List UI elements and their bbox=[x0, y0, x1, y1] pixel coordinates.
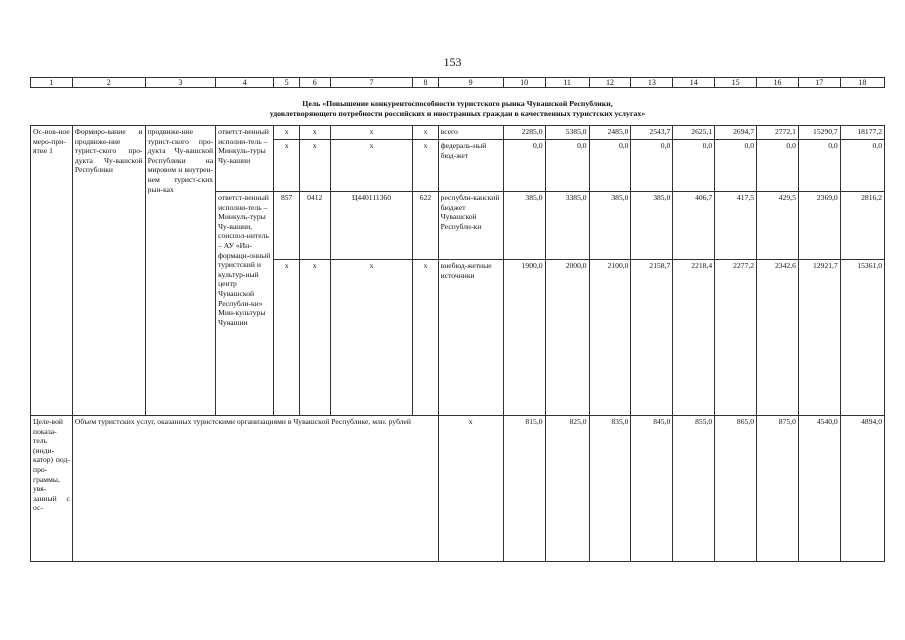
table-cell: 2485,0 bbox=[589, 126, 631, 140]
goal-line-1: Цель «Повышение конкурентоспособности туристского рынка Чувашской Республики, bbox=[302, 99, 613, 108]
table-cell: 417,5 bbox=[715, 192, 757, 260]
table-cell: 875,0 bbox=[757, 416, 799, 562]
column-number: 18 bbox=[840, 78, 884, 88]
table-cell: 0412 bbox=[299, 192, 330, 260]
table-cell: 0,0 bbox=[631, 140, 673, 192]
column-number: 1 bbox=[31, 78, 73, 88]
column-number: 11 bbox=[545, 78, 589, 88]
activity-description: продвиже-ние турист-ского про-дукта Чу-вашской Республики на мировом и внутрен-нем турист-ских рын-ках bbox=[145, 126, 216, 416]
table-cell: 2543,7 bbox=[631, 126, 673, 140]
target-label: Целе-вой показа-тель (инди-катор) под-про-граммы, увя-занный с ос- bbox=[31, 416, 73, 562]
table-cell: x bbox=[299, 126, 330, 140]
column-number-row bbox=[31, 78, 885, 88]
table-cell: 4894,0 bbox=[840, 416, 884, 562]
responsible-executor: ответст-венный исполни-тель – Минкуль-туры Чу-вашии, соиспол-нитель – АУ «Ин-формаци-онный туристский и культур-ный центр Чувашской Республи-ки» Мин-культуры Чувашии bbox=[216, 192, 274, 416]
table-cell: 855,0 bbox=[673, 416, 715, 562]
table-cell: 825,0 bbox=[545, 416, 589, 562]
column-number: 12 bbox=[589, 78, 631, 88]
goal-line-2: удовлетворяющего потребности российских и иностранных граждан в качественных туристских услугах» bbox=[269, 109, 646, 118]
column-number: 17 bbox=[798, 78, 840, 88]
table-cell: x bbox=[413, 140, 438, 192]
table-cell: x bbox=[413, 126, 438, 140]
column-number: 4 bbox=[216, 78, 274, 88]
table-cell: x bbox=[330, 140, 413, 192]
table-cell: 0,0 bbox=[840, 140, 884, 192]
table-cell: 429,5 bbox=[757, 192, 799, 260]
table-cell: 0,0 bbox=[715, 140, 757, 192]
table-cell: 2158,7 bbox=[631, 260, 673, 416]
table-cell: 2342,6 bbox=[757, 260, 799, 416]
column-number: 16 bbox=[757, 78, 799, 88]
table-cell: 406,7 bbox=[673, 192, 715, 260]
table-cell: x bbox=[299, 140, 330, 192]
table-cell: 4540,0 bbox=[798, 416, 840, 562]
goal-heading bbox=[31, 88, 885, 126]
funding-source: внебюд-жетные источники bbox=[438, 260, 503, 416]
column-number: 6 bbox=[299, 78, 330, 88]
responsible-executor: ответст-венный исполни-тель – Минкуль-туры Чу-вашии bbox=[216, 126, 274, 192]
table-row bbox=[31, 126, 885, 140]
table-cell: 5385,0 bbox=[545, 126, 589, 140]
table-cell: 2694,7 bbox=[715, 126, 757, 140]
table-cell: x bbox=[330, 126, 413, 140]
table-cell: x bbox=[274, 126, 299, 140]
table-cell: 0,0 bbox=[798, 140, 840, 192]
table-cell: 12921,7 bbox=[798, 260, 840, 416]
table-cell: 0,0 bbox=[503, 140, 545, 192]
table-cell: x bbox=[299, 260, 330, 416]
column-number: 2 bbox=[72, 78, 145, 88]
table-cell: 385,0 bbox=[503, 192, 545, 260]
table-cell: 15361,0 bbox=[840, 260, 884, 416]
target-text: Объем туристских услуг, оказанных туристскими организациями в Чувашской Республике, млн. рублей bbox=[72, 416, 438, 562]
table-cell: Ц440111360 bbox=[330, 192, 413, 260]
table-cell: 0,0 bbox=[589, 140, 631, 192]
table-cell: 835,0 bbox=[589, 416, 631, 562]
table-cell: 622 bbox=[413, 192, 438, 260]
table-cell: 2218,4 bbox=[673, 260, 715, 416]
table-cell: x bbox=[330, 260, 413, 416]
column-number: 10 bbox=[503, 78, 545, 88]
column-number: 8 bbox=[413, 78, 438, 88]
activity-name: Формиро-вание и продвиже-ние турист-ского про-дукта Чу-вашской Республики bbox=[72, 126, 145, 416]
column-number: 14 bbox=[673, 78, 715, 88]
table-cell: 15290,7 bbox=[798, 126, 840, 140]
column-number: 13 bbox=[631, 78, 673, 88]
page-number: 153 bbox=[443, 55, 462, 69]
table-cell: 385,0 bbox=[631, 192, 673, 260]
table-cell: 0,0 bbox=[757, 140, 799, 192]
table-cell: 857 bbox=[274, 192, 299, 260]
table-cell: 2816,2 bbox=[840, 192, 884, 260]
table-cell: 845,0 bbox=[631, 416, 673, 562]
funding-source: всего bbox=[438, 126, 503, 140]
table-cell: x bbox=[438, 416, 503, 562]
table-cell: 2100,0 bbox=[589, 260, 631, 416]
funding-source: федераль-ный бюд-жет bbox=[438, 140, 503, 192]
goal-row bbox=[31, 88, 885, 126]
column-number: 5 bbox=[274, 78, 299, 88]
table-cell: x bbox=[274, 260, 299, 416]
target-indicator-row bbox=[31, 416, 885, 562]
budget-table bbox=[30, 77, 885, 562]
table-cell: 0,0 bbox=[545, 140, 589, 192]
column-number: 15 bbox=[715, 78, 757, 88]
table-cell: x bbox=[274, 140, 299, 192]
table-cell: 2000,0 bbox=[545, 260, 589, 416]
table-cell: 3385,0 bbox=[545, 192, 589, 260]
table-cell: 2772,1 bbox=[757, 126, 799, 140]
column-number: 9 bbox=[438, 78, 503, 88]
column-number: 3 bbox=[145, 78, 216, 88]
table-cell: 815,0 bbox=[503, 416, 545, 562]
table-cell: x bbox=[413, 260, 438, 416]
activity-label: Ос-нов-ное меро-при-ятие 1 bbox=[31, 126, 73, 416]
table-cell: 865,0 bbox=[715, 416, 757, 562]
table-cell: 2285,0 bbox=[503, 126, 545, 140]
table-cell: 385,0 bbox=[589, 192, 631, 260]
table-cell: 2625,1 bbox=[673, 126, 715, 140]
table-cell: 1900,0 bbox=[503, 260, 545, 416]
funding-source: республи-канский бюджет Чувашской Республи-ки bbox=[438, 192, 503, 260]
table-cell: 2369,0 bbox=[798, 192, 840, 260]
table-cell: 18177,2 bbox=[840, 126, 884, 140]
table-cell: 2277,2 bbox=[715, 260, 757, 416]
table-cell: 0,0 bbox=[673, 140, 715, 192]
column-number: 7 bbox=[330, 78, 413, 88]
